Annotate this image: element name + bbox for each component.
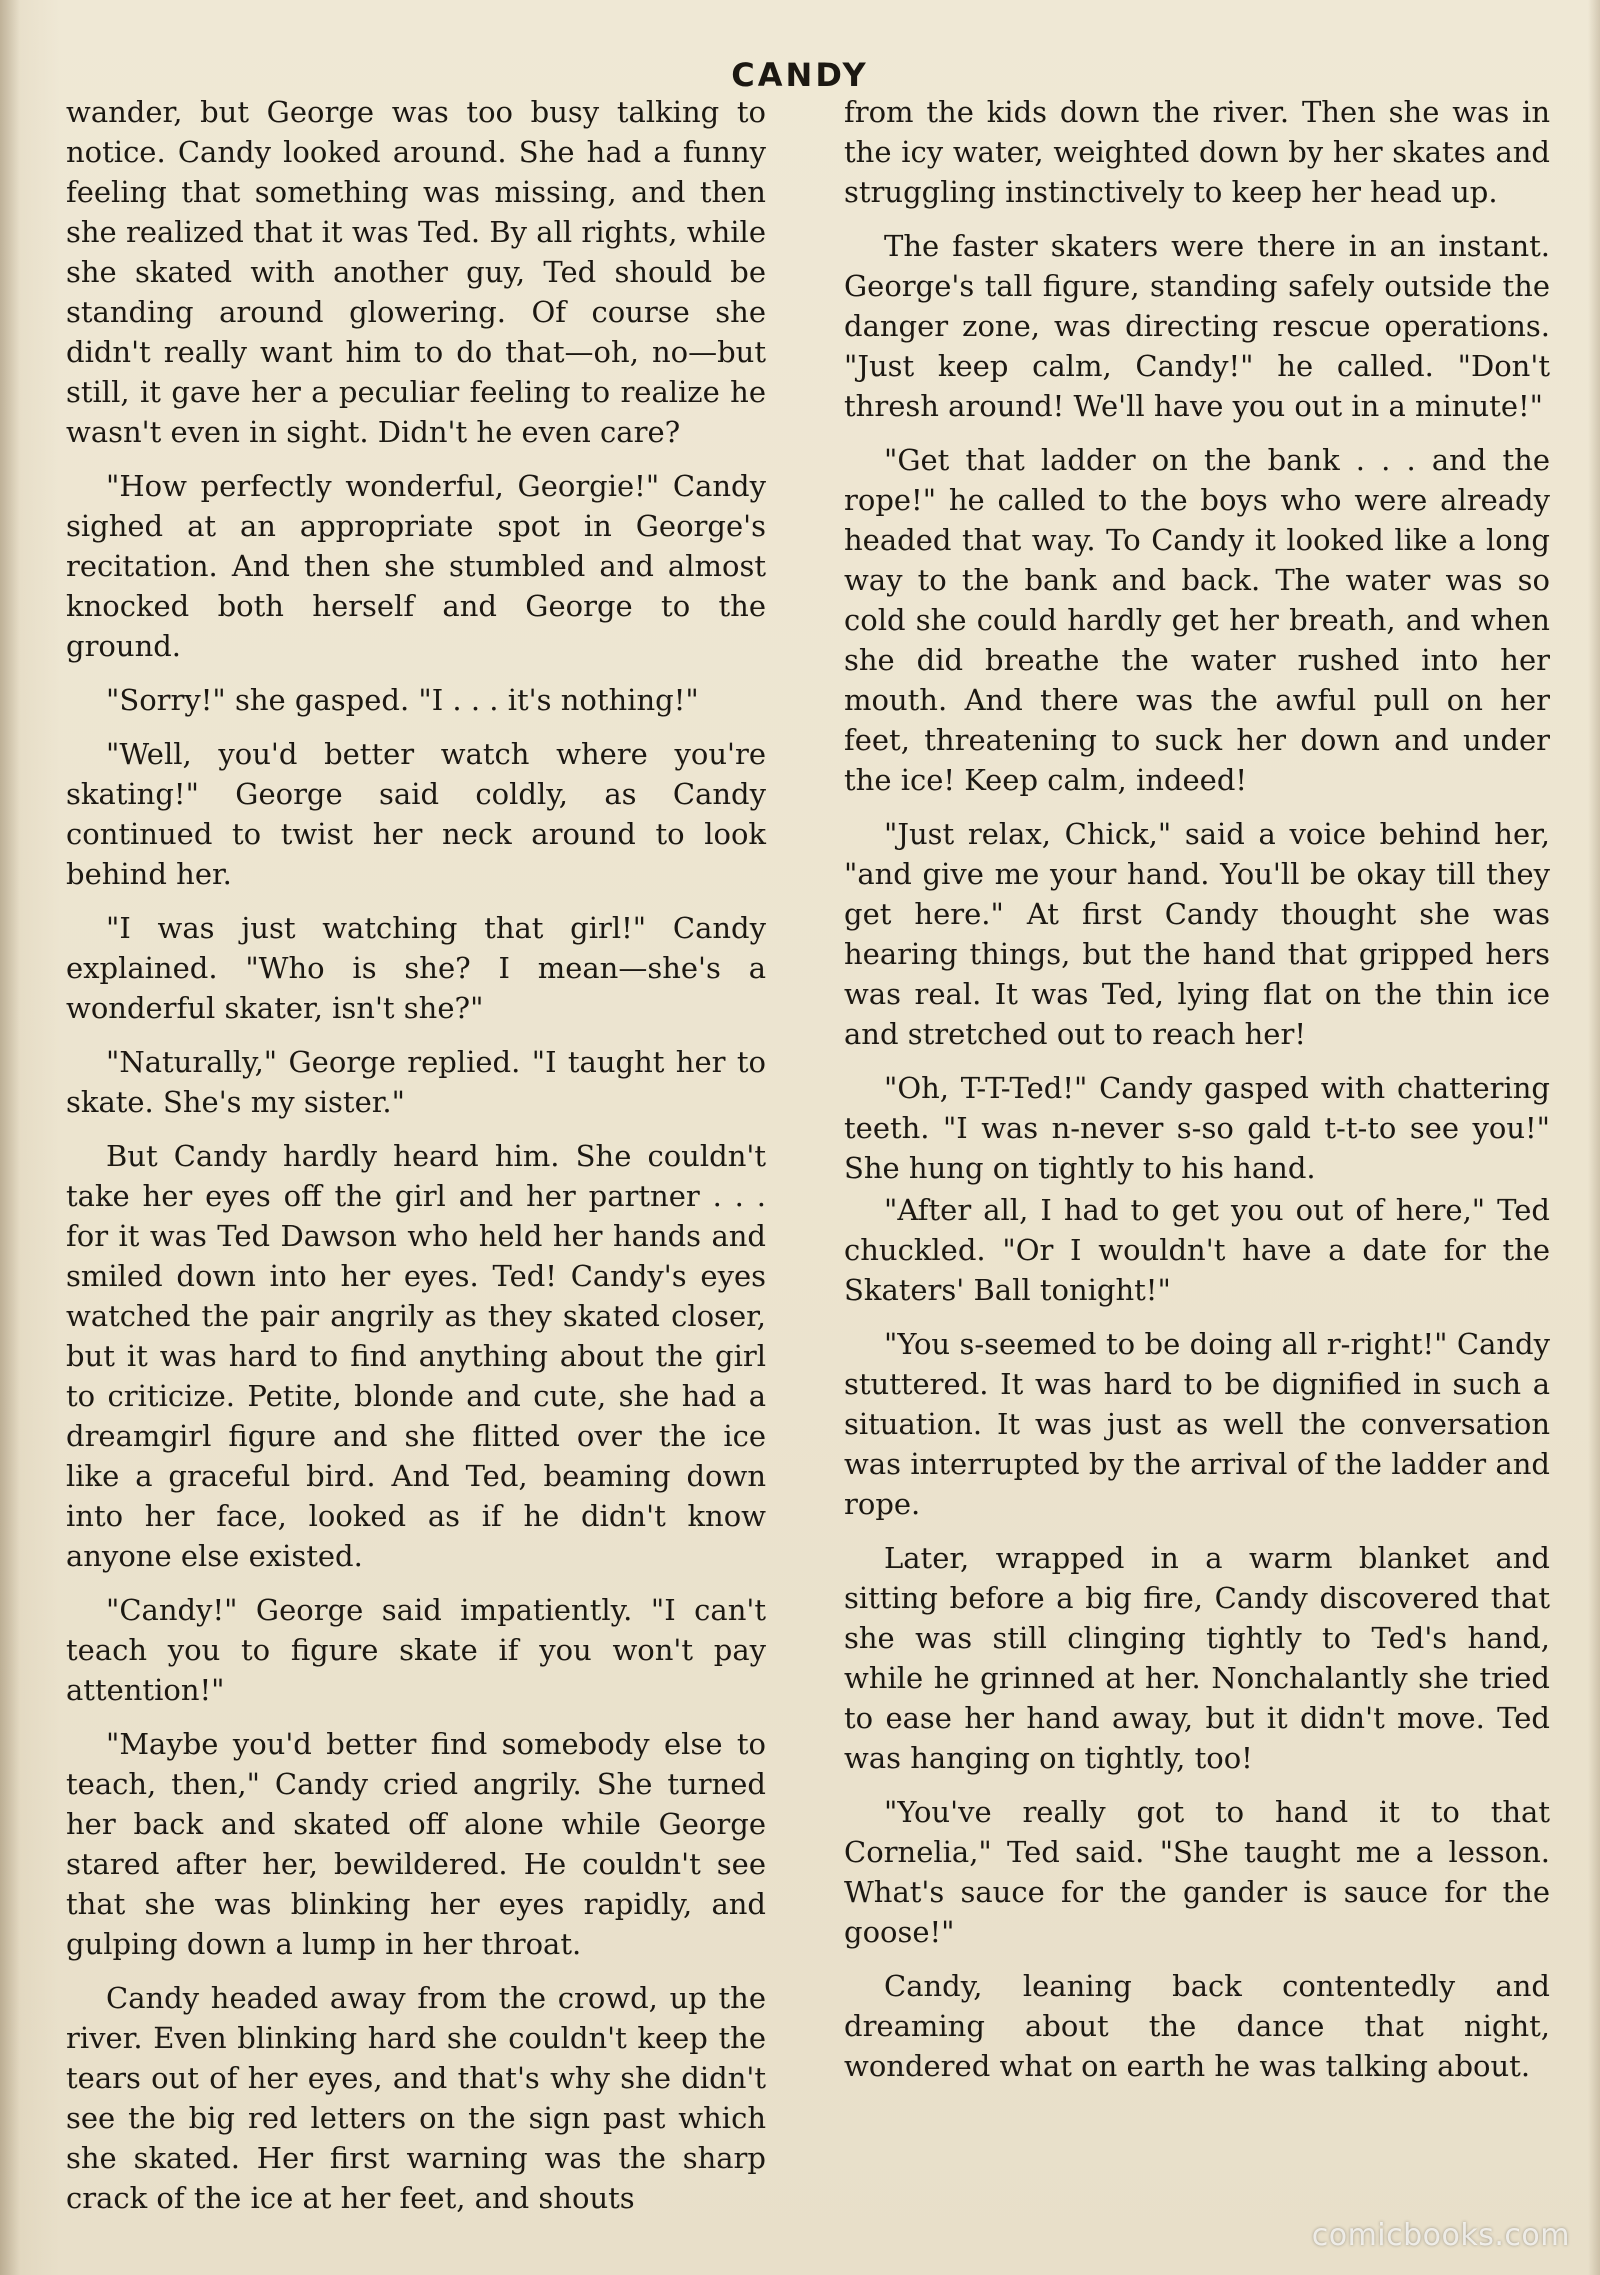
paragraph: Candy headed away from the crowd, up the river. Even blinking hard she couldn't keep the tears out of her eyes, and that's why she didn't see the big red letters on the sign past which she skated. Her first warning was the sharp crack of the ice at her feet, and shouts (66, 1981, 766, 2215)
left-text-column (66, 92, 766, 2232)
paragraph: wander, but George was too busy talking to notice. Candy looked around. She had a funny feeling that something was missing, and then she realized that it was Ted. By all rights, while she skated with another guy, Ted should be standing around glowering. Of course she didn't really want him to do that—oh, no—but still, it gave her a peculiar feeling to realize he wasn't even in sight. Didn't he even care? (66, 95, 766, 449)
watermark: comicbooks.com (1311, 2218, 1570, 2253)
paragraph: "After all, I had to get you out of here," Ted chuckled. "Or I wouldn't have a date for the Skaters' Ball tonight!" (844, 1193, 1550, 1307)
paragraph: "Maybe you'd better find somebody else to teach, then," Candy cried angrily. She turned her back and skated off alone while George stared after her, bewildered. He couldn't see that she was blinking her eyes rapidly, and gulping down a lump in her throat. (66, 1727, 766, 1961)
paragraph: "Oh, T-T-Ted!" Candy gasped with chattering teeth. "I was n-never s-so gald t-t-to see you!" She hung on tightly to his hand. (844, 1071, 1550, 1185)
page-edge-shadow (1588, 0, 1600, 2275)
page-edge-stain (0, 0, 20, 2275)
paragraph: "Just relax, Chick," said a voice behind her, "and give me your hand. You'll be okay till they get here." At first Candy thought she was hearing things, but the hand that gripped hers was real. It was Ted, lying flat on the thin ice and stretched out to reach her! (844, 817, 1550, 1051)
paragraph: "Candy!" George said impatiently. "I can't teach you to figure skate if you won't pay attention!" (66, 1593, 766, 1707)
paragraph: "Sorry!" she gasped. "I . . . it's nothing!" (106, 683, 699, 717)
paragraph: "Naturally," George replied. "I taught her to skate. She's my sister." (66, 1045, 766, 1119)
paragraph: "You s-seemed to be doing all r-right!" Candy stuttered. It was hard to be dignified in such a situation. It was just as well the conversation was interrupted by the arrival of the ladder and rope. (844, 1327, 1550, 1521)
paragraph: Later, wrapped in a warm blanket and sitting before a big fire, Candy discovered that she was still clinging tightly to Ted's hand, while he grinned at her. Nonchalantly she tried to ease her hand away, but it didn't move. Ted was hanging on tightly, too! (844, 1541, 1550, 1775)
right-text-column (844, 92, 1550, 2100)
paragraph: "You've really got to hand it to that Cornelia," Ted said. "She taught me a lesson. What's sauce for the gander is sauce for the goose!" (844, 1795, 1550, 1949)
paragraph: "Get that ladder on the bank . . . and the rope!" he called to the boys who were already headed that way. To Candy it looked like a long way to the bank and back. The water was so cold she could hardly get her breath, and when she did breathe the water rushed into her mouth. And there was the awful pull on her feet, threatening to suck her down and under the ice! Keep calm, indeed! (844, 443, 1550, 797)
paragraph: from the kids down the river. Then she was in the icy water, weighted down by her skates and struggling instinctively to keep her head up. (844, 95, 1550, 209)
paragraph: But Candy hardly heard him. She couldn't take her eyes off the girl and her partner . . . for it was Ted Dawson who held her hands and smiled down into her eyes. Ted! Candy's eyes watched the pair angrily as they skated closer, but it was hard to find anything about the girl to criticize. Petite, blonde and cute, she had a dreamgirl figure and she flitted over the ice like a graceful bird. And Ted, beaming down into her face, looked as if he didn't know anyone else existed. (66, 1139, 766, 1573)
paragraph: "Well, you'd better watch where you're skating!" George said coldly, as Candy continued to twist her neck around to look behind her. (66, 737, 766, 891)
running-head: CANDY (731, 56, 869, 94)
paragraph: "I was just watching that girl!" Candy explained. "Who is she? I mean—she's a wonderful skater, isn't she?" (66, 911, 766, 1025)
paragraph: The faster skaters were there in an instant. George's tall figure, standing safely outside the danger zone, was directing rescue operations. "Just keep calm, Candy!" he called. "Don't thresh around! We'll have you out in a minute!" (844, 229, 1550, 423)
paragraph: Candy, leaning back contentedly and dreaming about the dance that night, wondered what on earth he was talking about. (844, 1969, 1550, 2083)
paragraph: "How perfectly wonderful, Georgie!" Candy sighed at an appropriate spot in George's recitation. And then she stumbled and almost knocked both herself and George to the ground. (66, 469, 766, 663)
